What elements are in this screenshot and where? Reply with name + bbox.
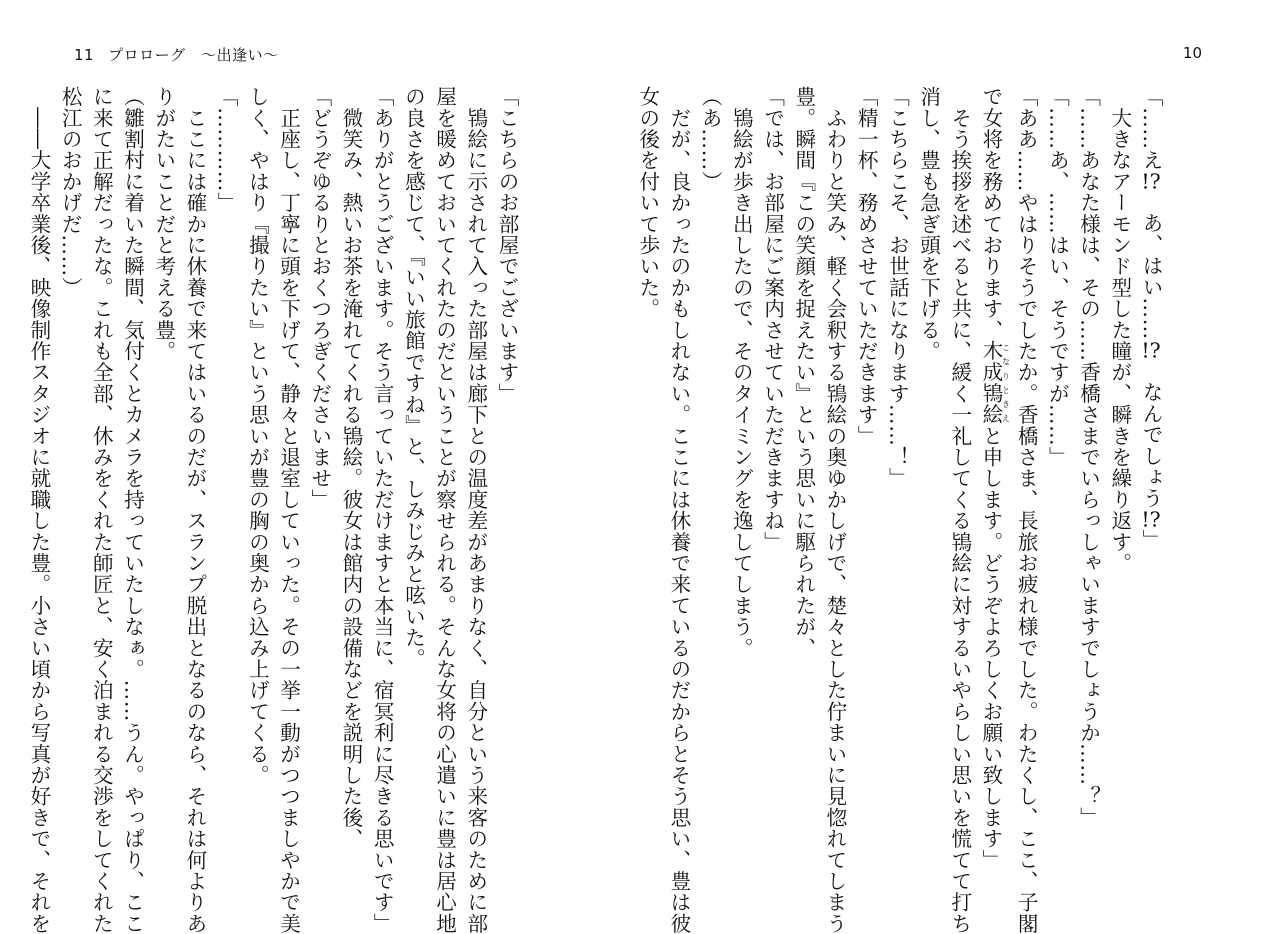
text-line: ――大学卒業後、映像制作スタジオに就職した豊。小さい頃から写真が好きで、それを bbox=[26, 86, 51, 934]
body-text bbox=[635, 86, 1166, 934]
text-line: 女の後を付いて歩いた。 bbox=[635, 86, 660, 320]
furigana-name: 木成鴇絵こなりときえ bbox=[978, 340, 1011, 426]
text-line: 大きなアーモンド型した瞳が、瞬きを繰り返す。 bbox=[1107, 86, 1132, 574]
text-line: りがたいことだと考える豊。 bbox=[151, 86, 176, 362]
text-line: 松江のおかげだ……） bbox=[58, 86, 83, 298]
text-line: そう挨拶を述べると共に、緩く一礼してくる鴇絵に対するいやらしい思いを慌てて打ち bbox=[947, 86, 972, 934]
text-line: 「ありがとうございます。そう言っていただけますと本当に、宿冥利に尽きる思いです」 bbox=[370, 86, 395, 934]
text-line: 「……あ、……はい、そうですが……」 bbox=[1045, 86, 1070, 468]
text-line: 豊。瞬間『この笑顔を捉えたい』という思いに駆られたが、 bbox=[791, 86, 816, 659]
text-line: 鴇絵が歩き出したので、そのタイミングを逸してしまう。 bbox=[729, 86, 754, 659]
running-head bbox=[74, 44, 279, 65]
text-line: 鴇絵に示されて入った部屋は廊下との温度差があまりなく、自分という来客のために部 bbox=[463, 86, 488, 934]
text-line: 正座し、丁寧に頭を下げて、静々と退室していった。その一挙一動がつつましやかで美 bbox=[276, 86, 301, 934]
text-line: 「こちらのお部屋でございます」 bbox=[495, 86, 519, 404]
chapter-title: プロローグ 〜出逢い〜 bbox=[108, 46, 279, 64]
text-line: しく、やはり『撮りたい』という思いが豊の胸の奥から込み上げてくる。 bbox=[245, 86, 270, 786]
text-line: に来て正解だったな。これも全部、休みをくれた師匠と、安く泊まれる交渉をしてくれた bbox=[89, 86, 114, 934]
text-line: 「では、お部屋にご案内させていただきますね」 bbox=[760, 86, 785, 553]
text-line: だが、良かったのかもしれない。ここには休養で来ているのだからとそう思い、豊は彼 bbox=[666, 86, 691, 934]
text-line: 「ああ……やはりそうでしたか。香橋さま、長旅お疲れ様でした。わたくし、ここ、子閣 bbox=[1014, 86, 1039, 934]
text-line: 「どうぞゆるりとおくつろぎくださいませ」 bbox=[307, 86, 332, 510]
text-line ruby-line: で女将を務めております、木成鴇絵こなりときえと申します。どうぞよろしくお願い致します」 bbox=[978, 86, 1011, 871]
text-line: 屋を暖めておいてくれたのだということが察せられる。そんな女将の心遣いに豊は居心地 bbox=[432, 86, 457, 934]
page-number: 10 bbox=[1182, 44, 1202, 62]
text-line: 「……あなた様は、その……香橋さまでいらっしゃいますでしょうか……？」 bbox=[1076, 86, 1101, 828]
text-line: ここには確かに休養で来てはいるのだが、スランプ脱出となるのなら、それは何よりあ bbox=[182, 86, 207, 934]
text-line: 「精一杯、務めさせていただきます」 bbox=[854, 86, 879, 447]
text-line: 微笑み、熱いお茶を淹れてくれる鴇絵。彼女は館内の設備などを説明した後、 bbox=[338, 86, 363, 850]
text-line: ふわりと笑み、軽く会釈する鴇絵の奥ゆかしげで、楚々とした佇まいに見惚れてしまう bbox=[822, 86, 847, 934]
text-line: 「こちらこそ、お世話になります……！」 bbox=[885, 86, 910, 489]
body-text bbox=[26, 86, 522, 934]
text-line: 消し、豊も急ぎ頭を下げる。 bbox=[916, 86, 941, 362]
text-line: の良さを感じて、『いい旅館ですね』と、しみじみと呟いた。 bbox=[401, 86, 426, 670]
page-number: 11 bbox=[74, 46, 95, 64]
text-line: 「……え!? あ、はい……!? なんでしょう!?」 bbox=[1139, 86, 1163, 551]
text-line: （雛割村に着いた瞬間、気付くとカメラを持っていたしなぁ。……うん。やっぱり、ここ bbox=[120, 86, 145, 934]
text-line: 「…………」 bbox=[214, 86, 239, 214]
text-line: （あ……） bbox=[698, 86, 723, 192]
right-page bbox=[635, 0, 1280, 934]
